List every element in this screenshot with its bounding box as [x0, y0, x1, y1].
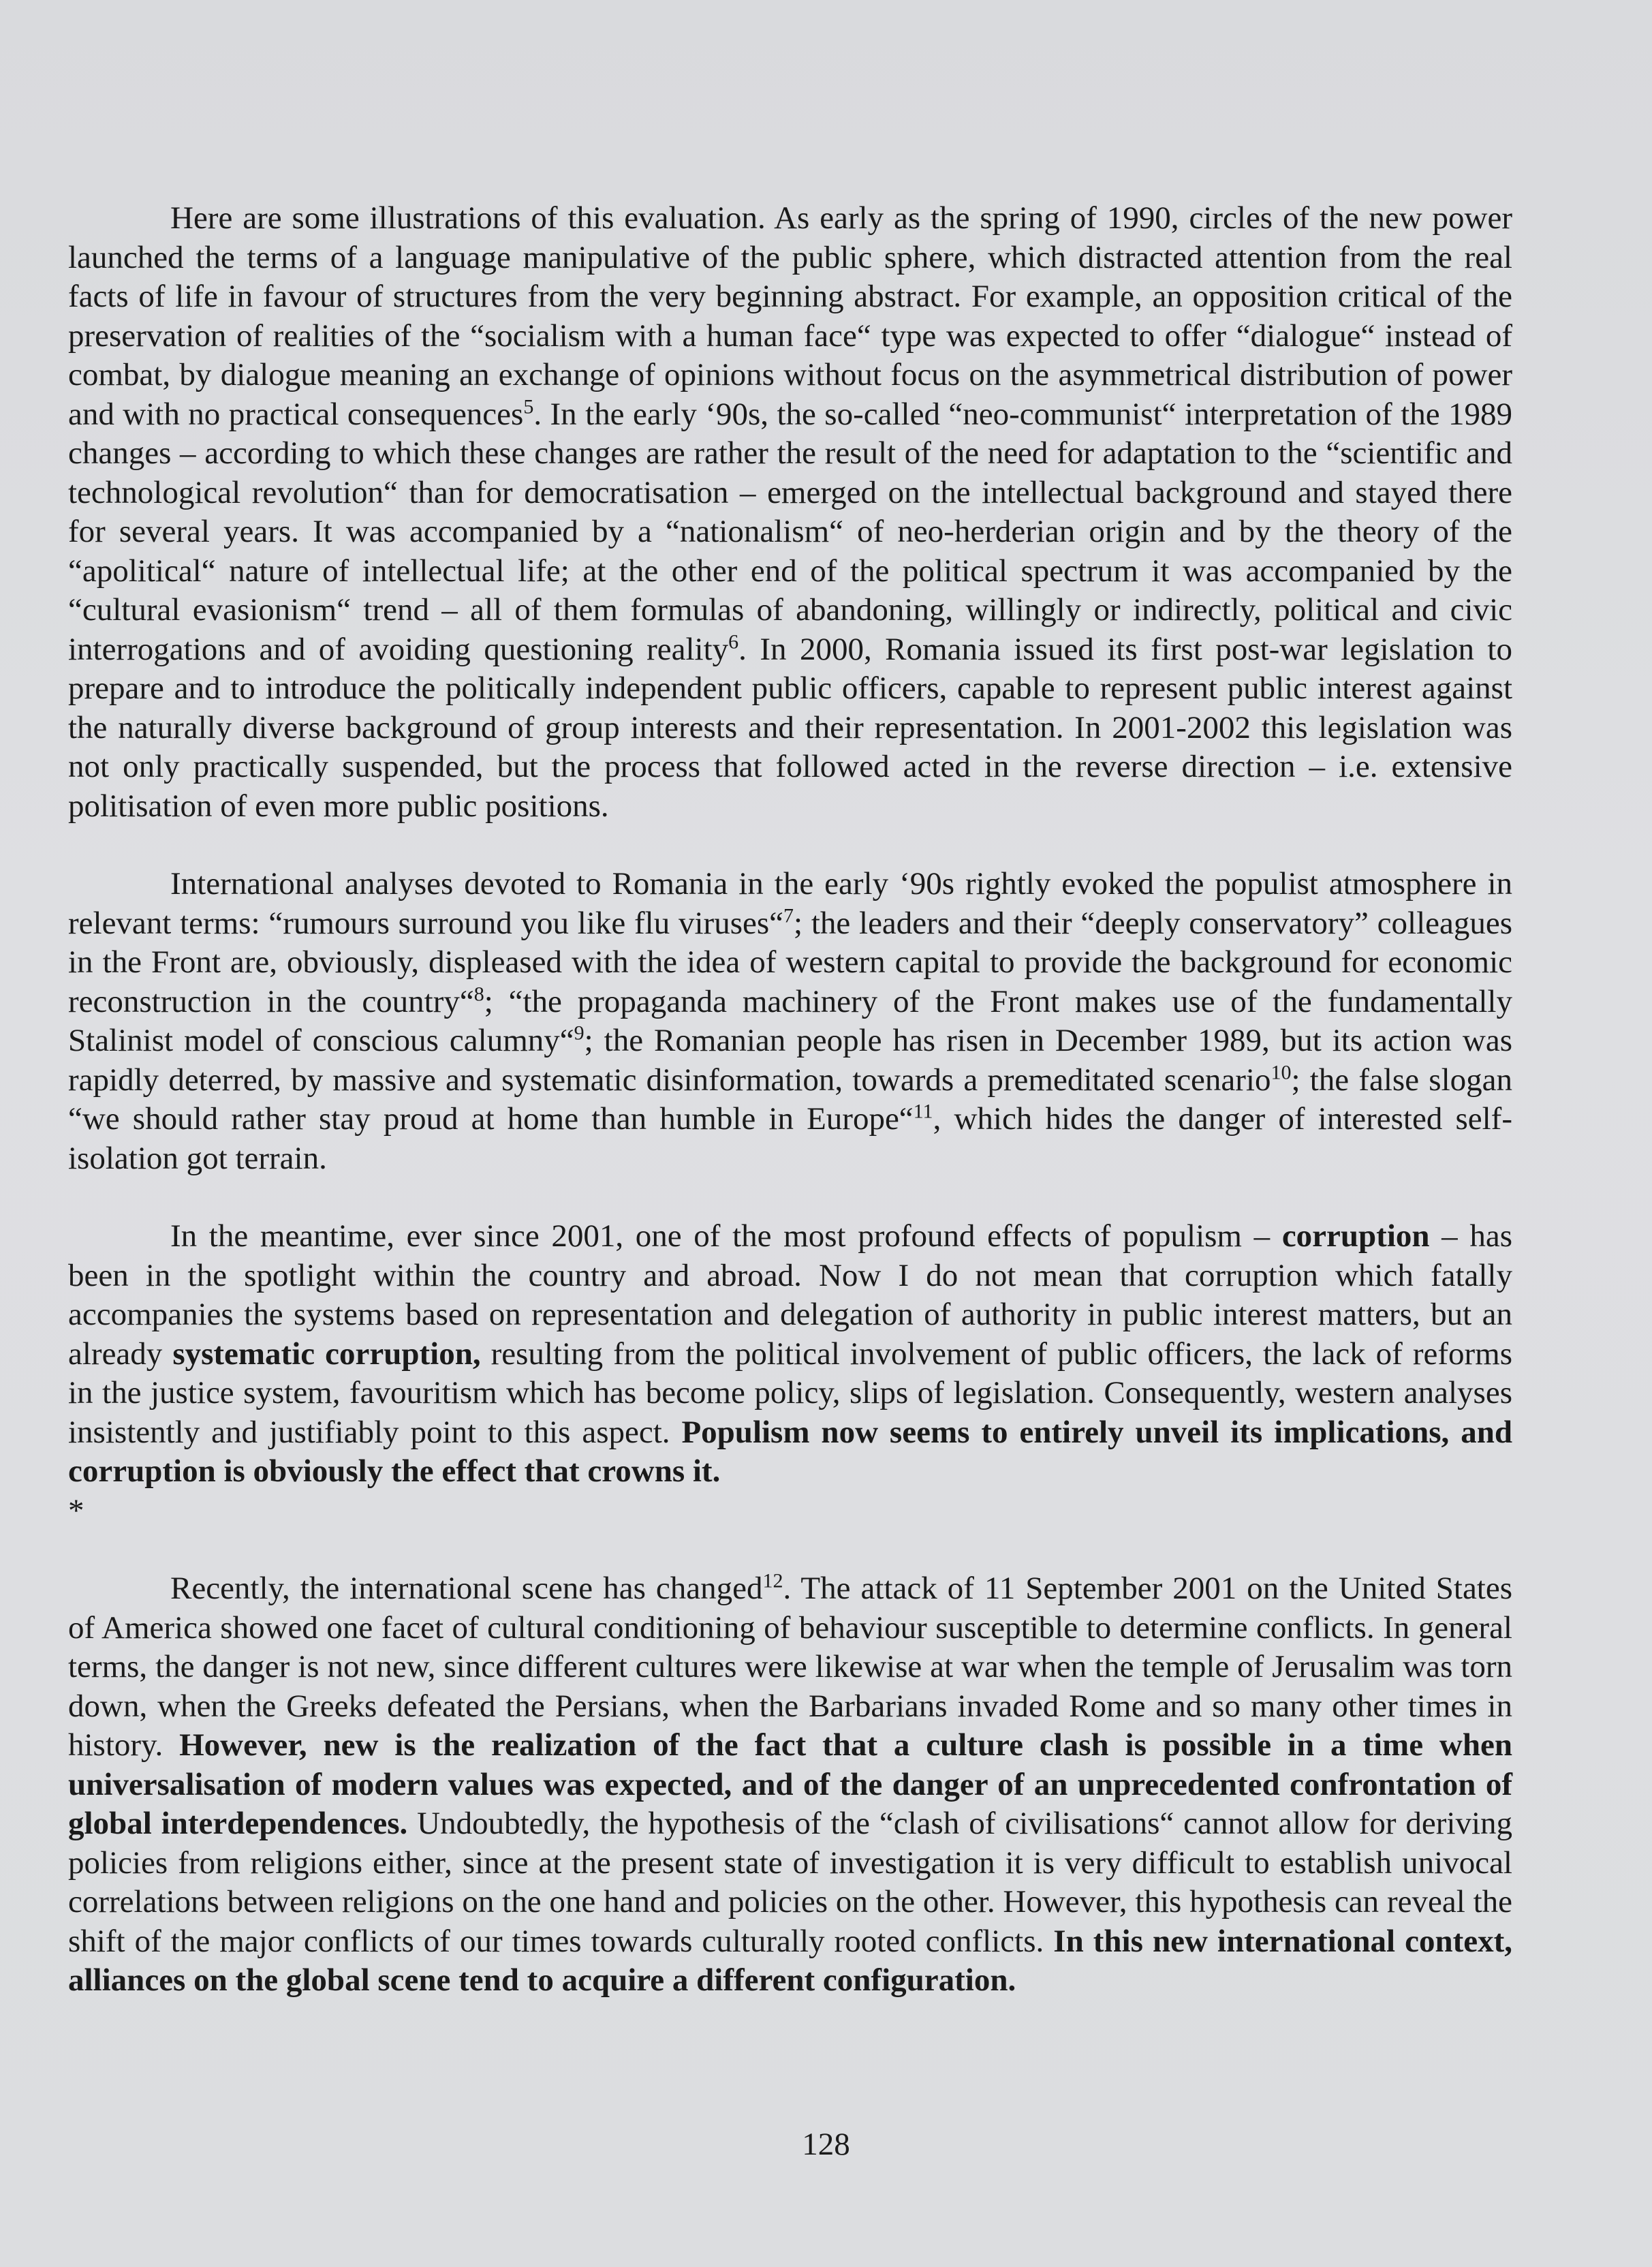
footnote-ref-8: 8: [473, 982, 484, 1005]
paragraph-3: In the meantime, ever since 2001, one of the most profound effects of populism – corruption – has been in the spotlight within the country and abroad. Now I do not mean that corruption which fatally accompanies the systems based on representation and delegation of authority in public interest matters, but an already systematic corruption, resulting from the political involvement of public officers, the lack of reforms in the justice system, favouritism which has become policy, slips of legislation. Consequently, western analyses insistently and justifiably point to this aspect. Populism now seems to entirely unveil its implications, and corruption is obviously the effect that crowns it.: [68, 1218, 1513, 1489]
bold-culture-clash: However, new is the realization of the fact that a culture clash is possible in a time when universalisation of modern values was expected, and of the danger of an unprecedented confrontation of global interdependences.: [68, 1727, 1512, 1841]
section-separator: *: [68, 1492, 84, 1528]
bold-systematic-corruption: systematic corruption,: [172, 1336, 481, 1372]
footnote-ref-11: 11: [913, 1100, 933, 1123]
footnote-ref-12: 12: [762, 1569, 783, 1592]
footnote-ref-6: 6: [728, 630, 739, 653]
footnote-ref-10: 10: [1271, 1060, 1292, 1083]
body-text: [68, 199, 1512, 2001]
footnote-ref-9: 9: [574, 1021, 585, 1045]
paragraph-1: Here are some illustrations of this evaluation. As early as the spring of 1990, circles of the new power launched the terms of a language manipulative of the public sphere, which distracted attention from the real facts of life in favour of structures from the very beginning abstract. For example, an opposition critical of the preservation of realities of the “socialism with a human face“ type was expected to offer “dialogue“ instead of combat, by dialogue meaning an exchange of opinions without focus on the asymmetrical distribution of power and with no practical consequences$^5$. In the early ‘90s, the so-called “neo-communist“ interpretation of the 1989 changes – according to which these changes are rather the result of the need for adaptation to the “scientific and technological revolution“ than for democratisation – emerged on the intellectual background and stayed there for several years. It was accompanied by a “nationalism“ of neo-herderian origin and by the theory of the “apolitical“ nature of intellectual life; at the other end of the political spectrum it was accompanied by the “cultural evasionism“ trend – all of them formulas of abandoning, willingly or indirectly, political and civic interrogations and of avoiding questioning reality$^6$. In 2000, Romania issued its first post-war legislation to prepare and to introduce the politically independent public officers, capable to represent public interest against the naturally diverse background of group interests and their representation. In 2001-2002 this legislation was not only practically suspended, but the process that followed acted in the reverse direction – i.e. extensive politisation of even more public positions.: [68, 200, 1512, 824]
paragraph-2: International analyses devoted to Romania in the early ‘90s rightly evoked the populist atmosphere in relevant terms: “rumours surround you like flu viruses“$^7$; the leaders and their “deeply conservatory” colleagues in the Front are, obviously, displeased with the idea of western capital to provide the background for economic reconstruction in the country“$^8$; “the propaganda machinery of the Front makes use of the fundamentally Stalinist model of conscious calumny“$^9$; the Romanian people has risen in December 1989, but its action was rapidly deterred, by massive and systematic disinformation, towards a premeditated scenario$^{10}$; the false slogan “we should rather stay proud at home than humble in Europe“$^{11}$, which hides the danger of interested self-isolation got terrain.: [68, 866, 1512, 1176]
page-number: 128: [802, 2127, 850, 2162]
footnote-ref-7: 7: [783, 904, 794, 927]
bold-populism-conclusion: Populism now seems to entirely unveil its implications, and corruption is obviously the effect that crowns it.: [68, 1414, 1512, 1489]
bold-international-context: In this new international context, alliances on the global scene tend to acquire a different configuration.: [68, 1923, 1513, 1998]
paragraph-4: Recently, the international scene has changed$^{12}$. The attack of 11 September 2001 on the United States of America showed one facet of cultural conditioning of behaviour susceptible to determine conflicts. In general terms, the danger is not new, since different cultures were likewise at war when the temple of Jerusalim was torn down, when the Greeks defeated the Persians, when the Barbarians invaded Rome and so many other times in history. However, new is the realization of the fact that a culture clash is possible in a time when universalisation of modern values was expected, and of the danger of an unprecedented confrontation of global interdependences. Undoubtedly, the hypothesis of the “clash of civilisations“ cannot allow for deriving policies from religions either, since at the present state of investigation it is very difficult to establish univocal correlations between religions on the one hand and policies on the other. However, this hypothesis can reveal the shift of the major conflicts of our times towards culturally rooted conflicts. In this new international context, alliances on the global scene tend to acquire a different configuration.: [68, 1569, 1513, 1998]
bold-corruption: corruption: [1281, 1218, 1430, 1254]
footnote-ref-5: 5: [523, 395, 534, 418]
